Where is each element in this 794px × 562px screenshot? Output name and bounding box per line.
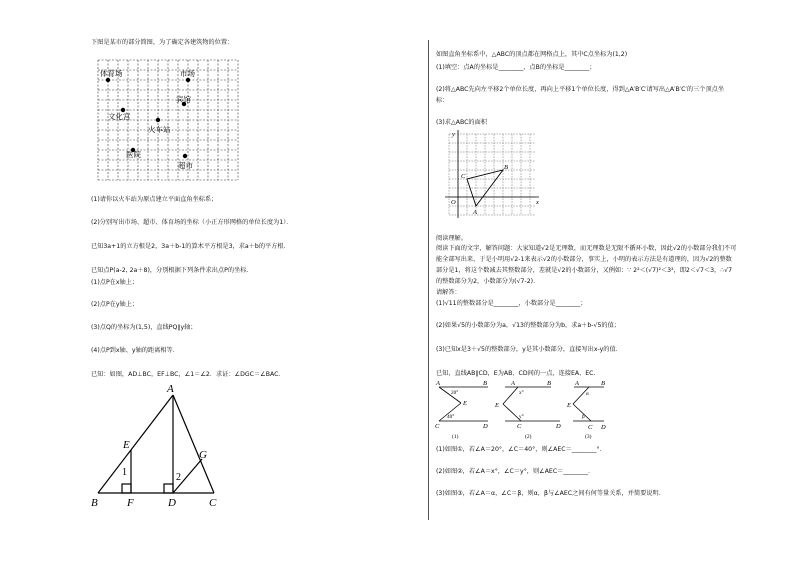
reading-q3: (3)已知x是3＋√5的整数部分，y是其小数部分，直接写出x-y的值． <box>436 346 622 353</box>
reading-line-3: 部分是1，将这个数减去其整数部分，差就是√2的小数部分，又例如：∵ 2²＜(√7)²＜3²，即2＜√7＜3，∴√7 <box>436 267 733 274</box>
tri-label-C: C <box>209 497 217 509</box>
tri-label-F: F <box>127 497 134 509</box>
reading-title: 阅读理解。 <box>436 235 467 242</box>
q-point-1: (1)点P在x轴上； <box>91 279 139 286</box>
fig1-angle-40: 40° <box>447 414 455 420</box>
fig1-A: A <box>436 380 440 387</box>
grid-label-y: y <box>452 131 455 138</box>
fig2-angle-x: x° <box>519 390 524 396</box>
reading-line-5: 请解答： <box>436 289 461 296</box>
q-map-1: (1)请你以火车站为原点建立平面直角坐标系； <box>91 196 218 203</box>
tri-label-D: D <box>168 497 176 509</box>
q-map-2: (2)分别写出市场、超市、体育场的坐标（小正方形网格的单位长度为1）． <box>91 219 293 226</box>
grid-label-x: x <box>536 199 539 206</box>
reading-q2: (2)如果√5的小数部分为a，√13的整数部分为b，求a＋b-√5的值； <box>436 322 620 329</box>
tri-label-E: E <box>123 439 130 451</box>
fig3-D: D <box>601 424 606 431</box>
q-point-2: (2)点P在y轴上； <box>91 301 139 308</box>
triangle-figure <box>86 380 226 512</box>
city-map-grid <box>96 58 242 184</box>
label-market: 市场 <box>180 69 195 78</box>
grid-label-B: B <box>504 164 508 171</box>
label-hotel: 宾馆 <box>176 95 191 104</box>
grid-label-C: C <box>461 173 466 180</box>
fig3-B: B <box>601 380 605 387</box>
grid-label-A: A <box>473 209 477 216</box>
q-point-intro: 已知点P(a-2, 2a＋8)，分别根据下列条件求出点P的坐标． <box>91 267 253 274</box>
label-culture: 文化宫 <box>108 112 131 121</box>
station-dot <box>156 118 160 122</box>
tri-label-G: G <box>199 449 207 461</box>
fig1-D: D <box>483 423 488 430</box>
q-sqrt: 已知3a+1的立方根是2，3a＋b-1的算术平方根是3，求a＋b的平方根． <box>91 243 290 250</box>
tri-angle-1: 1 <box>122 467 127 478</box>
tri-label-A: A <box>167 383 174 395</box>
fig1-B: B <box>483 380 487 387</box>
fig2-A: A <box>511 380 515 387</box>
tri-label-B: B <box>91 497 98 509</box>
fig3-C: C <box>588 424 593 431</box>
q-coord-3: (3)求△ABC的面积 <box>436 119 487 126</box>
q-coord-1: (1)填空：点A的坐标是________，点B的坐标是________； <box>436 64 596 71</box>
q-geo: 已知：如图，AD⊥BC，EF⊥BC，∠1＝∠2．求证：∠DGC＝∠BAC． <box>91 371 285 378</box>
q-map-intro: 下图是某市的部分简图，为了确定各建筑物的位置： <box>91 39 234 46</box>
fig2-caption: (2) <box>525 434 532 440</box>
q-coord-2a: (2)将△ABC先向左平移2个单位长度，再向上平移1个单位长度，得到△A′B′C′请写出△A′B′C′的三个顶点坐 <box>436 86 725 93</box>
label-hospital: 医院 <box>126 150 141 159</box>
fig2-D: D <box>556 423 561 430</box>
fig2-angle-y: y° <box>519 414 524 420</box>
reading-q1: (1)√11的整数部分是________，小数部分是________； <box>436 300 587 307</box>
q-coord-intro: 如图直角坐标系中，△ABC的顶点都在网格点上，其中C点坐标为(1,2) <box>436 51 628 58</box>
fig2-C: C <box>517 423 522 430</box>
reading-line-1: 阅读下面的文字，解答问题：大家知道√2是无理数，而无理数是无限不循环小数，因此√2的小数部分我们不可 <box>436 245 737 252</box>
grid-label-O: O <box>451 199 456 206</box>
parallel-q1: (1)如图①，若∠A＝20°，∠C＝40°，则∠AEC＝________°． <box>436 446 606 453</box>
fig2-E: E <box>495 402 499 409</box>
fig1-angle-20: 20° <box>451 390 459 396</box>
column-divider <box>428 40 429 520</box>
fig3-angle-alpha: α <box>586 391 589 397</box>
reading-line-2: 能全部写出来，于是小明用√2-1来表示√2的小数部分，事实上，小明的表示方法是有道理的，因为√2的整数 <box>436 256 732 263</box>
fig3-E: E <box>567 402 571 409</box>
fig2-B: B <box>547 380 551 387</box>
parallel-q3: (3)如图③，若∠A＝α，∠C＝β，则α，β与∠AEC之间有何等量关系，并简要说明． <box>436 490 665 497</box>
label-station: 火车站 <box>148 125 171 134</box>
fig1-E: E <box>463 400 467 407</box>
supermarket-dot <box>183 154 187 158</box>
label-gym: 体育场 <box>100 69 123 78</box>
fig3-angle-beta: β <box>582 414 585 420</box>
fig3-A: A <box>575 380 579 387</box>
parallel-figures <box>433 378 608 442</box>
fig1-caption: (1) <box>452 434 459 440</box>
q-coord-2b: 标： <box>436 97 449 104</box>
parallel-q2: (2)如图②，若∠A＝x°，∠C＝y°，则∠AEC＝________． <box>436 468 595 475</box>
q-point-4: (4)点P到x轴、y轴的距离相等． <box>91 347 179 354</box>
market-dot <box>186 78 190 82</box>
tri-angle-2: 2 <box>176 472 181 483</box>
fig1-C: C <box>435 423 440 430</box>
parallel-intro: 已知，直线AB∥CD，E为AB、CD间的一点，连接EA、EC． <box>436 370 600 377</box>
label-supermarket: 超市 <box>178 161 193 170</box>
gym-dot <box>106 78 110 82</box>
reading-line-4: 的整数部分为2，小数部分为(√7-2)． <box>436 278 540 285</box>
coordinate-grid <box>443 128 545 220</box>
q-point-3: (3)点Q的坐标为(1,5)，直线PQ∥y轴； <box>91 324 197 331</box>
fig3-caption: (3) <box>585 434 592 440</box>
